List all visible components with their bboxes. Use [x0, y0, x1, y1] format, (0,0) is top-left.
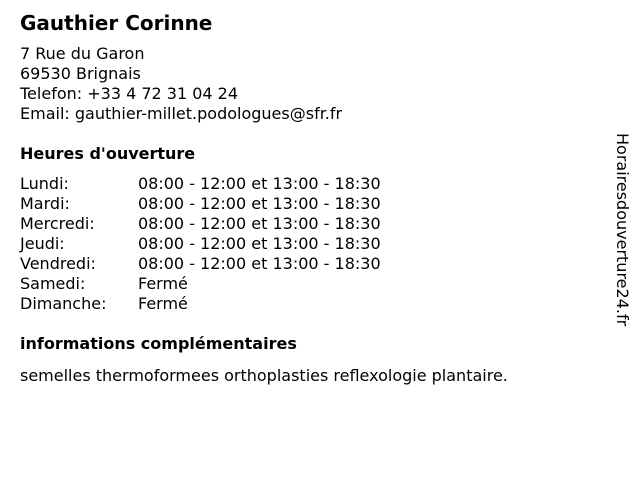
- day-label: Dimanche:: [20, 294, 107, 313]
- contact-block: [20, 44, 342, 124]
- email-text: Email: gauthier-millet.podologues@sfr.fr: [20, 104, 343, 123]
- day-label: Mercredi:: [20, 214, 95, 233]
- hours-table: [20, 174, 460, 314]
- watermark-text: Horairesdouverture24.fr: [613, 133, 632, 327]
- info-text: semelles thermoformees orthoplasties reflexologie plantaire.: [20, 366, 508, 385]
- hours-row: [20, 294, 460, 314]
- time-value: 08:00 - 12:00 et 13:00 - 18:30: [138, 194, 381, 213]
- time-value: Fermé: [138, 274, 188, 293]
- day-label: Vendredi:: [20, 254, 96, 273]
- day-label: Jeudi:: [20, 234, 65, 253]
- hours-row: [20, 214, 460, 234]
- time-value: 08:00 - 12:00 et 13:00 - 18:30: [138, 234, 381, 253]
- time-value: 08:00 - 12:00 et 13:00 - 18:30: [138, 214, 381, 233]
- address-street: 7 Rue du Garon: [20, 44, 145, 63]
- time-value: Fermé: [138, 294, 188, 313]
- time-value: 08:00 - 12:00 et 13:00 - 18:30: [138, 254, 381, 273]
- day-label: Lundi:: [20, 174, 69, 193]
- address-city: 69530 Brignais: [20, 64, 141, 83]
- hours-row: [20, 234, 460, 254]
- business-name: Gauthier Corinne: [20, 11, 213, 35]
- hours-row: [20, 174, 460, 194]
- hours-row: [20, 194, 460, 214]
- time-value: 08:00 - 12:00 et 13:00 - 18:30: [138, 174, 381, 193]
- hours-heading: Heures d'ouverture: [20, 144, 196, 163]
- day-label: Mardi:: [20, 194, 70, 213]
- day-label: Samedi:: [20, 274, 86, 293]
- info-heading: informations complémentaires: [20, 334, 297, 353]
- phone-text: Telefon: +33 4 72 31 04 24: [20, 84, 239, 103]
- hours-row: [20, 254, 460, 274]
- hours-row: [20, 274, 460, 294]
